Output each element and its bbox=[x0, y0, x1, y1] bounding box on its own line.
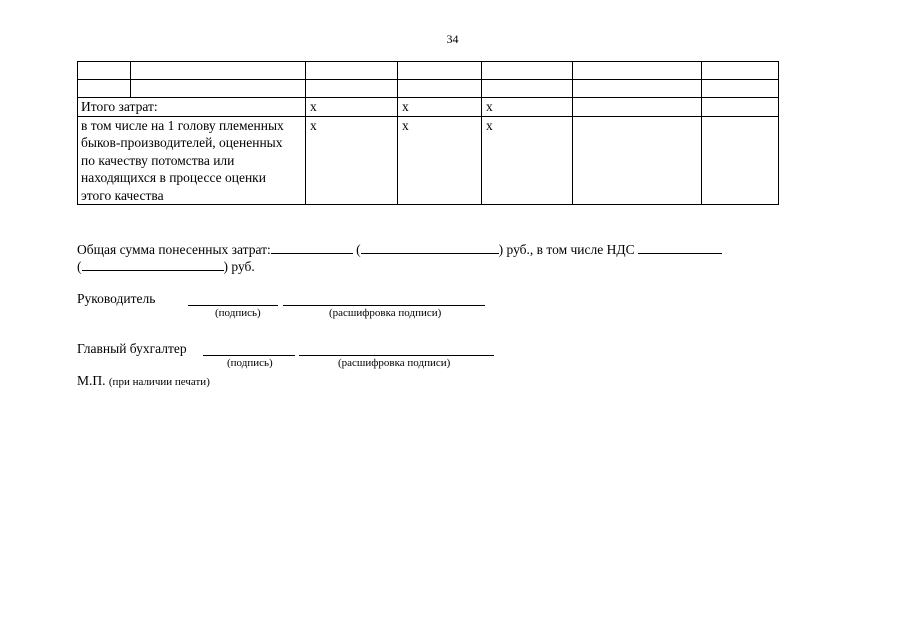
table-cell bbox=[398, 80, 482, 98]
total-mark-cell: х bbox=[482, 98, 573, 117]
table-row bbox=[78, 80, 779, 98]
total-mark-cell: х bbox=[306, 98, 398, 117]
total-mark-cell: х bbox=[398, 98, 482, 117]
table-cell bbox=[573, 98, 702, 117]
head-decoding-line bbox=[283, 305, 485, 306]
cost-table bbox=[77, 61, 779, 205]
head-signature-caption: (подпись) bbox=[215, 307, 261, 319]
per-head-row bbox=[78, 116, 779, 205]
head-decoding-caption: (расшифровка подписи) bbox=[329, 307, 442, 319]
table-cell bbox=[573, 116, 702, 205]
table-cell bbox=[482, 80, 573, 98]
open-paren: ( bbox=[77, 259, 82, 274]
table-cell bbox=[702, 116, 779, 205]
table-cell bbox=[573, 80, 702, 98]
total-sum-blank bbox=[271, 240, 353, 254]
per-head-row-label: в том числе на 1 голову племенных быков-производителей, оцененных по качеству потомства или находящихся в процессе оценки этого качества bbox=[78, 116, 306, 205]
table-cell bbox=[702, 98, 779, 117]
vat-blank bbox=[638, 240, 722, 254]
table-cell bbox=[398, 62, 482, 80]
table-cell bbox=[78, 80, 131, 98]
open-paren: ( bbox=[356, 242, 361, 257]
chief-accountant-decoding-caption: (расшифровка подписи) bbox=[338, 357, 451, 369]
total-sum-middle: ) руб., в том числе НДС bbox=[498, 242, 635, 257]
total-row-label: Итого затрат: bbox=[78, 98, 306, 117]
per-head-mark-cell: х bbox=[306, 116, 398, 205]
chief-accountant-signature-caption: (подпись) bbox=[227, 357, 273, 369]
table-cell bbox=[702, 80, 779, 98]
chief-accountant-signature-line bbox=[203, 355, 295, 356]
total-row bbox=[78, 98, 779, 117]
table-cell bbox=[482, 62, 573, 80]
stamp-note: (при наличии печати) bbox=[108, 376, 210, 388]
head-signature-line bbox=[188, 305, 278, 306]
stamp-line bbox=[77, 373, 210, 389]
total-sum-words-blank bbox=[361, 240, 499, 254]
vat-words-line bbox=[77, 257, 255, 275]
per-head-mark-cell: х bbox=[398, 116, 482, 205]
page-number: 34 bbox=[446, 32, 459, 46]
table-cell bbox=[131, 80, 306, 98]
stamp-label: М.П. bbox=[77, 373, 106, 388]
table-cell bbox=[131, 62, 306, 80]
vat-words-suffix: ) руб. bbox=[223, 259, 255, 274]
table-row bbox=[78, 62, 779, 80]
total-sum-prefix: Общая сумма понесенных затрат: bbox=[77, 242, 271, 257]
table-cell bbox=[306, 62, 398, 80]
head-label: Руководитель bbox=[77, 291, 156, 306]
total-sum-line bbox=[77, 240, 722, 258]
vat-words-blank bbox=[82, 257, 224, 271]
table-cell bbox=[306, 80, 398, 98]
chief-accountant-decoding-line bbox=[299, 355, 494, 356]
table-cell bbox=[573, 62, 702, 80]
table-cell bbox=[78, 62, 131, 80]
chief-accountant-label: Главный бухгалтер bbox=[77, 341, 187, 356]
table-cell bbox=[702, 62, 779, 80]
per-head-mark-cell: х bbox=[482, 116, 573, 205]
